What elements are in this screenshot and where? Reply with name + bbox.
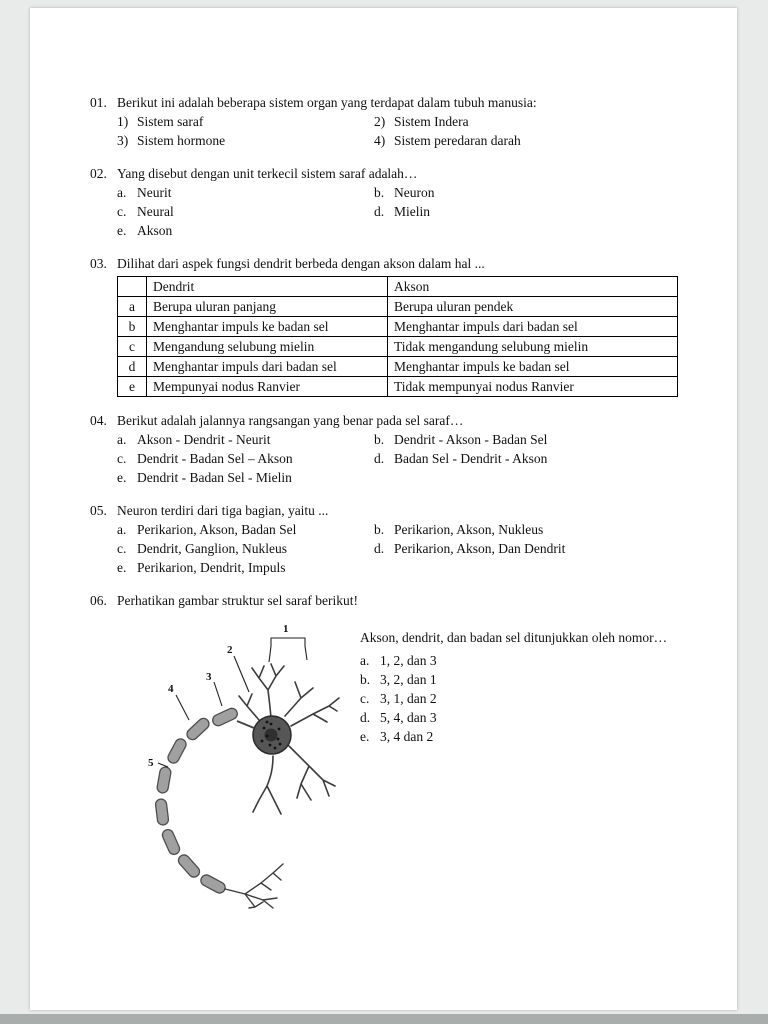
option-label: 3)	[117, 133, 129, 148]
option-label: d.	[360, 710, 371, 725]
option-label: d.	[374, 204, 385, 219]
question-number: 04.	[90, 413, 107, 428]
option-text: Dendrit - Badan Sel - Mielin	[137, 470, 292, 485]
option-text: 1, 2, dan 3	[380, 653, 437, 668]
options-grid	[117, 430, 679, 487]
option-label: e.	[117, 560, 127, 575]
options-list	[360, 651, 679, 746]
option-text: 3, 2, dan 1	[380, 672, 437, 687]
option	[117, 430, 374, 449]
option-label: c.	[117, 541, 127, 556]
option-label: e.	[360, 729, 370, 744]
option	[374, 131, 679, 150]
options-grid	[117, 183, 679, 240]
option	[117, 183, 374, 202]
table-cell: d	[118, 357, 147, 377]
option	[360, 651, 679, 670]
question-05	[90, 501, 679, 577]
table-cell: c	[118, 337, 147, 357]
option	[117, 468, 374, 487]
option-text: Akson - Dendrit - Neurit	[137, 432, 271, 447]
table-header-row	[118, 277, 678, 297]
option-text: Neurit	[137, 185, 172, 200]
option	[360, 727, 679, 746]
axon-terminal	[225, 864, 283, 908]
option-text: Perikarion, Dendrit, Impuls	[137, 560, 286, 575]
option-text: 3, 4 dan 2	[380, 729, 434, 744]
option-label: b.	[360, 672, 371, 687]
option-text: Sistem Indera	[394, 114, 469, 129]
table-cell: Menghantar impuls ke badan sel	[147, 317, 388, 337]
table-row	[118, 337, 678, 357]
option-text: Sistem hormone	[137, 133, 226, 148]
option-text: Perikarion, Akson, Nukleus	[394, 522, 544, 537]
question-text: Perhatikan gambar struktur sel saraf berikut!	[117, 593, 359, 608]
question-text: Neuron terdiri dari tiga bagian, yaitu ...	[117, 503, 329, 518]
question-03	[90, 254, 679, 397]
option	[360, 708, 679, 727]
cell-body	[253, 716, 291, 754]
question-number: 03.	[90, 256, 107, 271]
option-text: Akson	[137, 223, 173, 238]
option-text: Neural	[137, 204, 174, 219]
options-grid	[117, 520, 679, 577]
option-text: Dendrit, Ganglion, Nukleus	[137, 541, 287, 556]
option-label: c.	[117, 204, 127, 219]
question-text: Berikut ini adalah beberapa sistem organ yang terdapat dalam tubuh manusia:	[117, 95, 537, 110]
option-text: 5, 4, dan 3	[380, 710, 437, 725]
question-text: Yang disebut dengan unit terkecil sistem saraf adalah…	[117, 166, 418, 181]
option	[374, 449, 679, 468]
table-cell: Mengandung selubung mielin	[147, 337, 388, 357]
option-text: Perikarion, Akson, Dan Dendrit	[394, 541, 566, 556]
option-text: Dendrit - Badan Sel – Akson	[137, 451, 293, 466]
options-grid	[117, 112, 679, 150]
myelin-sheath	[155, 707, 239, 895]
table-cell: Tidak mengandung selubung mielin	[388, 337, 678, 357]
option-label: a.	[117, 522, 127, 537]
option	[374, 202, 679, 221]
option	[374, 520, 679, 539]
figure-label-2: 2	[227, 644, 233, 656]
question-number: 01.	[90, 95, 107, 110]
table-header-cell: Akson	[388, 277, 678, 297]
option-label: 1)	[117, 114, 129, 129]
option-label: a.	[117, 185, 127, 200]
table-row	[118, 357, 678, 377]
question-02	[90, 164, 679, 240]
option-text: Neuron	[394, 185, 435, 200]
table-cell: Berupa uluran pendek	[388, 297, 678, 317]
table-cell: Tidak mempunyai nodus Ranvier	[388, 377, 678, 397]
option-label: 2)	[374, 114, 386, 129]
option	[117, 131, 374, 150]
option	[374, 183, 679, 202]
option	[117, 202, 374, 221]
table-header-cell: Dendrit	[147, 277, 388, 297]
option-text: Perikarion, Akson, Badan Sel	[137, 522, 297, 537]
figure-question-prompt: Akson, dendrit, dan badan sel ditunjukkan oleh nomor…	[360, 630, 668, 645]
option-label: d.	[374, 451, 385, 466]
option-label: b.	[374, 522, 385, 537]
figure-label-1: 1	[283, 623, 289, 635]
option-label: c.	[117, 451, 127, 466]
option	[360, 670, 679, 689]
option-label: a.	[360, 653, 370, 668]
table-cell: e	[118, 377, 147, 397]
table-cell: Menghantar impuls ke badan sel	[388, 357, 678, 377]
question-number: 06.	[90, 593, 107, 608]
axon-hillock	[237, 721, 254, 728]
option	[117, 539, 374, 558]
option	[360, 689, 679, 708]
option-label: b.	[374, 185, 385, 200]
document-page	[30, 8, 737, 1010]
figure-label-3: 3	[206, 671, 212, 683]
option-label: a.	[117, 432, 127, 447]
table-cell: Menghantar impuls dari badan sel	[147, 357, 388, 377]
option-label: d.	[374, 541, 385, 556]
option-label: b.	[374, 432, 385, 447]
question-04	[90, 411, 679, 487]
option	[374, 112, 679, 131]
option	[117, 520, 374, 539]
option	[117, 112, 374, 131]
question-06	[90, 591, 679, 915]
figure-label-4: 4	[168, 683, 174, 695]
question-text: Berikut adalah jalannya rangsangan yang benar pada sel saraf…	[117, 413, 464, 428]
option-text: Dendrit - Akson - Badan Sel	[394, 432, 548, 447]
table-cell: b	[118, 317, 147, 337]
option-text: Sistem peredaran darah	[394, 133, 521, 148]
table-row	[118, 317, 678, 337]
option-text: Badan Sel - Dendrit - Akson	[394, 451, 548, 466]
table-cell: Mempunyai nodus Ranvier	[147, 377, 388, 397]
dendrit-akson-table	[117, 276, 678, 397]
question-number: 05.	[90, 503, 107, 518]
table-cell: Menghantar impuls dari badan sel	[388, 317, 678, 337]
option-label: 4)	[374, 133, 386, 148]
option-label: e.	[117, 223, 127, 238]
figure-label-5: 5	[148, 757, 154, 769]
table-row	[118, 377, 678, 397]
table-cell: Berupa uluran panjang	[147, 297, 388, 317]
question-text: Dilihat dari aspek fungsi dendrit berbeda dengan akson dalam hal ...	[117, 256, 485, 271]
table-cell: a	[118, 297, 147, 317]
option-label: c.	[360, 691, 370, 706]
option	[374, 539, 679, 558]
viewer-bottom-bar	[0, 1014, 768, 1024]
option-label: e.	[117, 470, 127, 485]
table-row	[118, 297, 678, 317]
option	[374, 430, 679, 449]
question-01	[90, 93, 679, 150]
neuron-diagram	[121, 618, 346, 910]
option-text: Sistem saraf	[137, 114, 204, 129]
question-number: 02.	[90, 166, 107, 181]
neuron-figure	[121, 618, 350, 915]
option	[117, 558, 374, 577]
option	[117, 449, 374, 468]
option-text: Mielin	[394, 204, 430, 219]
option-text: 3, 1, dan 2	[380, 691, 437, 706]
table-header-cell	[118, 277, 147, 297]
option	[117, 221, 374, 240]
